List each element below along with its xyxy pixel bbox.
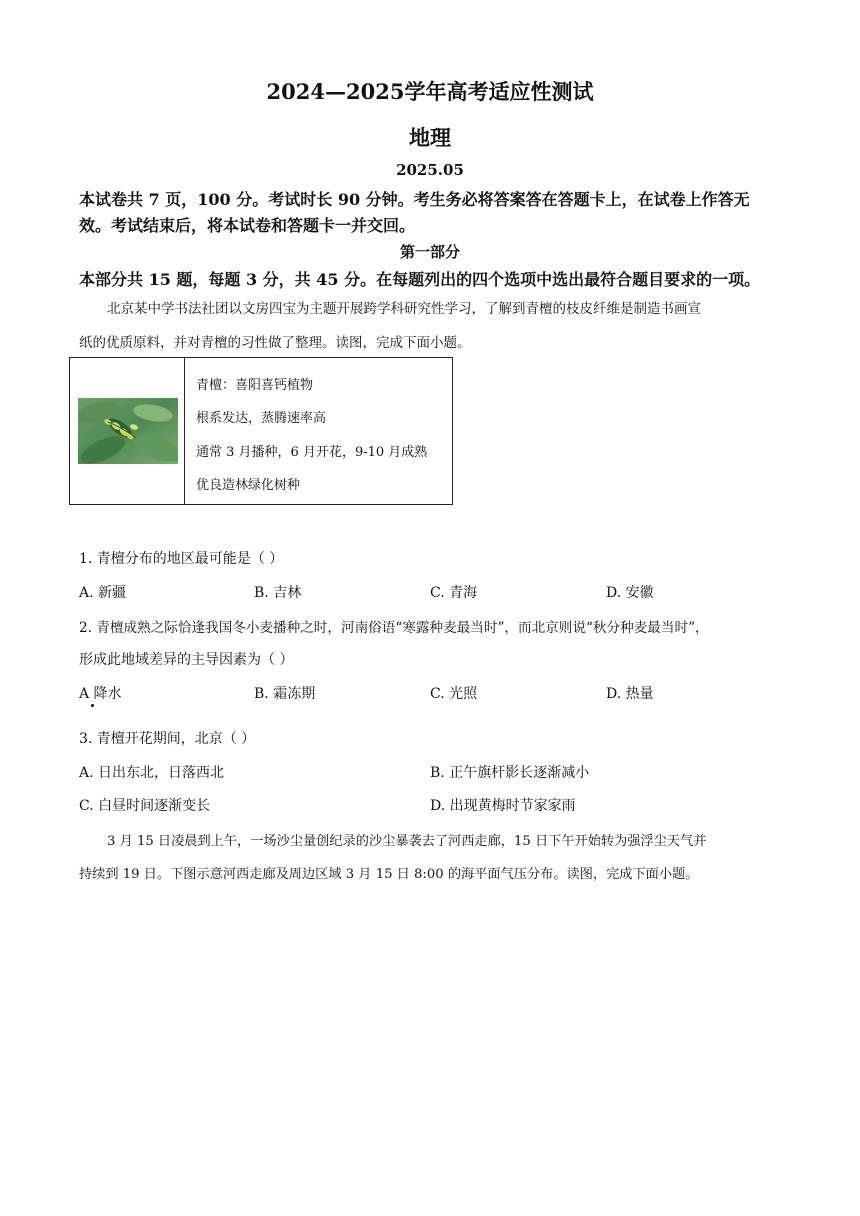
info-box xyxy=(69,357,453,505)
passage-1-line-2: 纸的优质原料，并对青檀的习性做了整理。读图，完成下面小题。 xyxy=(79,335,471,351)
instructions-line-1: 本试卷共 7 页，100 分。考试时长 90 分钟。考生务必将答案答在答题卡上，在试卷上作答无 xyxy=(79,190,750,209)
question-3-stem: 3. 青檀开花期间，北京（ ） xyxy=(79,731,256,747)
passage-2-line-1: 3 月 15 日凌晨到上午，一场沙尘量创纪录的沙尘暴袭去了河西走廊，15 日下午开始转为强浮尘天气并 xyxy=(107,834,707,849)
info-line-3: 通常 3 月播种，6 月开花，9-10 月成熟 xyxy=(196,445,428,460)
instructions-line-2: 效。考试结束后，将本试卷和答题卡一并交回。 xyxy=(79,216,416,235)
question-2-option-c: C. 光照 xyxy=(430,686,478,702)
exam-date: 2025.05 xyxy=(396,161,464,179)
question-1-option-d: D. 安徽 xyxy=(606,585,654,601)
part-rule: 本部分共 15 题，每题 3 分，共 45 分。在每题列出的四个选项中选出最符合题目要求的一项。 xyxy=(79,270,761,289)
question-3-option-b: B. 正午旗杆影长逐渐减小 xyxy=(430,765,590,781)
option-marker-dot xyxy=(91,704,94,707)
question-1-stem: 1. 青檀分布的地区最可能是（ ） xyxy=(79,551,284,567)
question-2-option-a: A 降水 xyxy=(79,686,122,702)
question-3-option-a: A. 日出东北，日落西北 xyxy=(79,765,225,781)
question-2-option-b: B. 霜冻期 xyxy=(254,686,316,702)
question-1-option-b: B. 吉林 xyxy=(254,585,302,601)
passage-1-line-1: 北京某中学书法社团以文房四宝为主题开展跨学科研究性学习，了解到青檀的枝皮纤维是制造书画宣 xyxy=(107,301,701,317)
info-box-divider xyxy=(184,358,185,504)
part-heading: 第一部分 xyxy=(399,243,460,261)
question-1-option-c: C. 青海 xyxy=(430,585,478,601)
qingtan-leaves-photo xyxy=(78,398,178,464)
question-3-option-d: D. 出现黄梅时节家家雨 xyxy=(430,798,576,814)
exam-title: 2024—2025学年高考适应性测试 xyxy=(266,79,594,104)
question-2-stem-continued: 形成此地域差异的主导因素为（ ） xyxy=(79,652,294,668)
question-2-stem: 2. 青檀成熟之际恰逢我国冬小麦播种之时，河南俗语“寒露种麦最当时”，而北京则说“秋分种麦最当时”， xyxy=(79,620,709,636)
question-1-option-a: A. 新疆 xyxy=(79,585,127,601)
exam-subject: 地理 xyxy=(409,125,451,150)
question-3-option-c: C. 白昼时间逐渐变长 xyxy=(79,798,211,814)
info-line-4: 优良造林绿化树种 xyxy=(196,478,301,493)
passage-2-line-2: 持续到 19 日。下图示意河西走廊及周边区域 3 月 15 日 8:00 的海平面气压分布。读图，完成下面小题。 xyxy=(79,867,699,882)
info-line-1: 青檀：喜阳喜钙植物 xyxy=(196,378,314,393)
question-2-option-d: D. 热量 xyxy=(606,686,654,702)
info-line-2: 根系发达，蒸腾速率高 xyxy=(196,411,327,426)
